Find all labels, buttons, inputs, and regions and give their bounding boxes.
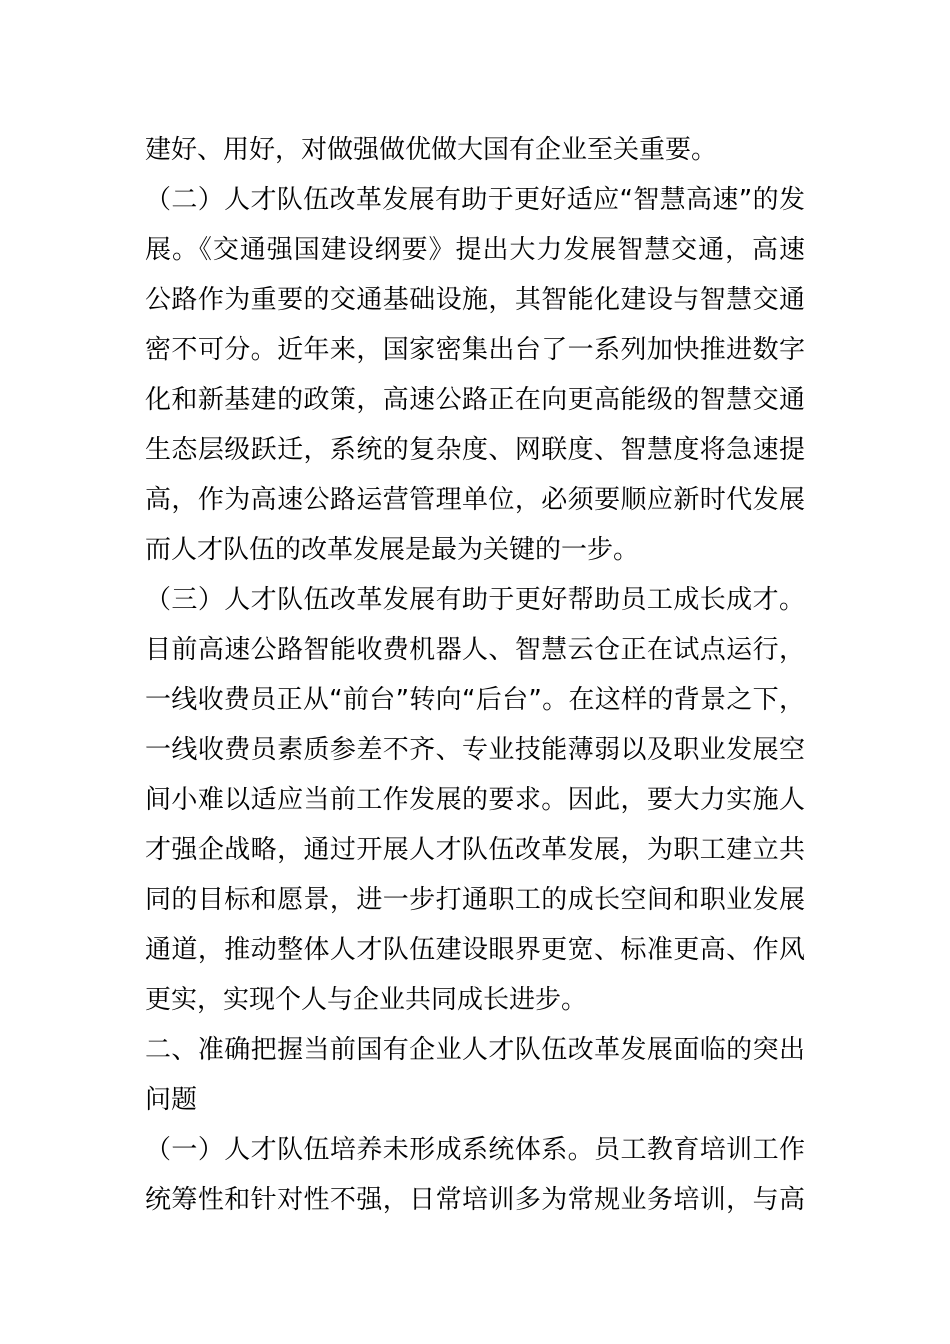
text-line: 生态层级跃迁，系统的复杂度、网联度、智慧度将急速提 — [145, 435, 805, 465]
text-line: 才强企战略，通过开展人才队伍改革发展，为职工建立共 — [145, 835, 805, 865]
text-line: （一）人才队伍培养未形成系统体系。员工教育培训工作 — [145, 1135, 805, 1165]
text-line: 化和新基建的政策，高速公路正在向更高能级的智慧交通 — [145, 385, 805, 415]
text-line: 更实，实现个人与企业共同成长进步。 — [145, 985, 588, 1015]
text-line: 通道，推动整体人才队伍建设眼界更宽、标准更高、作风 — [145, 935, 805, 965]
paragraph-continued — [145, 125, 805, 175]
text-line: 一线收费员正从“前台”转向“后台”。在这样的背景之下， — [145, 685, 805, 715]
heading-line: 二、准确把握当前国有企业人才队伍改革发展面临的突出 — [145, 1035, 805, 1065]
paragraph-subsection-1 — [145, 1125, 805, 1225]
text-line: 目前高速公路智能收费机器人、智慧云仓正在试点运行， — [145, 635, 805, 665]
text-line: 间小难以适应当前工作发展的要求。因此，要大力实施人 — [145, 785, 805, 815]
text-line: 密不可分。近年来，国家密集出台了一系列加快推进数字 — [145, 335, 805, 365]
section-heading — [145, 1025, 805, 1125]
text-line: （三）人才队伍改革发展有助于更好帮助员工成长成才。 — [145, 585, 805, 615]
text-line: 高，作为高速公路运营管理单位，必须要顺应新时代发展 — [145, 485, 805, 515]
text-line: 而人才队伍的改革发展是最为关键的一步。 — [145, 535, 640, 565]
paragraph-section-3 — [145, 575, 805, 1025]
paragraph-section-2 — [145, 175, 805, 575]
text-line: 同的目标和愿景，进一步打通职工的成长空间和职业发展 — [145, 885, 805, 915]
text-line: 公路作为重要的交通基础设施，其智能化建设与智慧交通 — [145, 285, 805, 315]
body-text — [145, 125, 805, 1225]
text-line: 一线收费员素质参差不齐、专业技能薄弱以及职业发展空 — [145, 735, 805, 765]
text-line: 展。《交通强国建设纲要》提出大力发展智慧交通，高速 — [145, 235, 805, 265]
text-line: （二）人才队伍改革发展有助于更好适应“智慧高速”的发 — [145, 185, 805, 215]
text-line: 统筹性和针对性不强，日常培训多为常规业务培训，与高 — [145, 1185, 805, 1215]
heading-line: 问题 — [145, 1085, 198, 1115]
text-line: 建好、用好，对做强做优做大国有企业至关重要。 — [145, 135, 718, 165]
